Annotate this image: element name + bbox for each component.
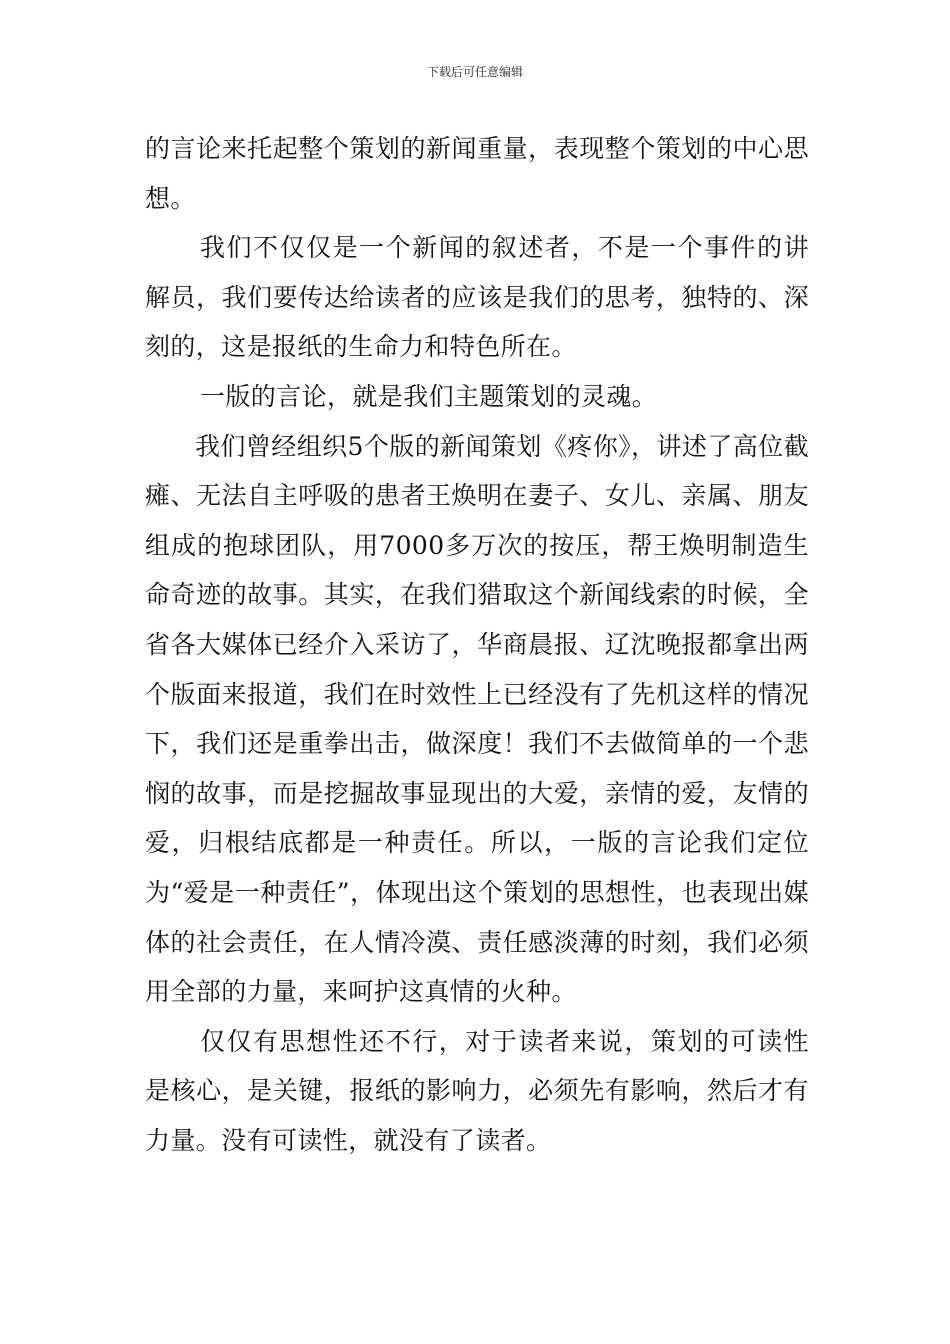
paragraph-case-study: 我们曾经组织5个版的新闻策划《疼你》，讲述了高位截瘫、无法自主呼吸的患者王焕明在妻子、女儿、亲属、朋友组成的抱球团队，用7000多万次的按压，帮王焕明制造生命奇迹的故事。其实，在我们猎取这个新闻线索的时候，全省各大媒体已经介入采访了，华商晨报、辽沈晚报都拿出两个版面来报道，我们在时效性上已经没有了先机这样的情况下，我们还是重拳出击，做深度！我们不去做简单的一个悲悯的故事，而是挖掘故事显现出的大爱，亲情的爱，友情的爱，归根结底都是一种责任。所以，一版的言论我们定位为“爱是一种责任”，体现出这个策划的思想性，也表现出媒体的社会责任，在人情冷漠、责任感淡薄的时刻，我们必须用全部的力量，来呵护这真情的火种。 xyxy=(145,431,809,1007)
paragraph-readability: 仅仅有思想性还不行，对于读者来说，策划的可读性是核心，是关键，报纸的影响力，必须先有影响，然后才有力量。没有可读性，就没有了读者。 xyxy=(145,1026,809,1155)
paragraph-continuation: 的言论来托起整个策划的新闻重量，表现整个策划的中心思想。 xyxy=(145,134,809,213)
paragraph-front-page-commentary: 一版的言论，就是我们主题策划的灵魂。 xyxy=(200,381,658,411)
paragraph-narrator: 我们不仅仅是一个新闻的叙述者，不是一个事件的讲解员，我们要传达给读者的应该是我们的思考，独特的、深刻的，这是报纸的生命力和特色所在。 xyxy=(145,233,809,362)
document-body xyxy=(145,124,809,1165)
page-header-note: 下载后可任意编辑 xyxy=(426,65,523,79)
